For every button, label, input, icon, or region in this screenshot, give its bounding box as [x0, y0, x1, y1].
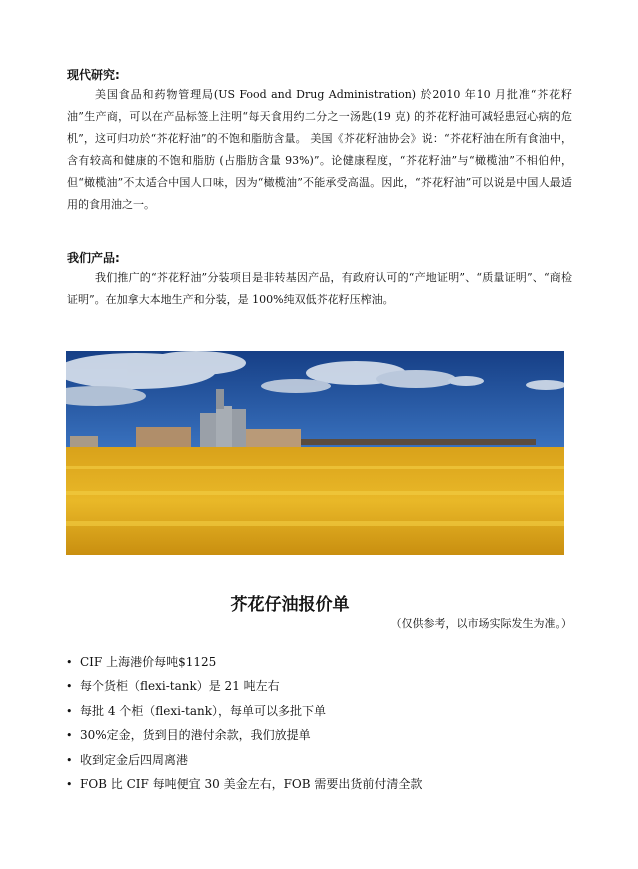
bullet-symbol: • [66, 680, 73, 694]
bullet-symbol: • [66, 729, 73, 743]
list-item: • 每个货柜（flexi-tank）是 21 吨左右 [66, 674, 422, 698]
bullet-symbol: • [66, 753, 73, 767]
quote-title: 芥花仔油报价单 [230, 595, 350, 615]
list-item: • 收到定金后四周离港 [66, 748, 422, 772]
list-item: • 每批 4 个柜（flexi-tank），每单可以多批下单 [66, 699, 422, 723]
canola-field [66, 447, 564, 555]
canola-field-illustration [66, 351, 564, 555]
canola-field-photo [66, 351, 564, 555]
research-paragraph: 美国食品和药物管理局(US Food and Drug Administration) 於2010 年10 月批准“芥花籽油”生产商，可以在产品标签上注明“每天食用约二分之一汤匙(19 克) 的芥花籽油可减轻患冠心病的危机”，这可归功於“芥花籽油”的不饱和脂肪含量。 美国《芥花籽油协会》说：“芥花籽油在所有食油中，含有较高和健康的不饱和脂肪 (占脂肪含量 93%)”。论健康程度，“芥花籽油”与“橄榄油”不相伯仲，但“橄榄油”不太适合中国人口味，因为“橄榄油”不能承受高温。因此，“芥花籽油”可以说是中国人最适用的食用油之一。 [67, 88, 572, 211]
list-item: • FOB 比 CIF 每吨便宜 30 美金左右，FOB 需要出货前付清全款 [66, 772, 422, 796]
bullet-symbol: • [66, 656, 73, 669]
bullet-symbol: • [66, 777, 73, 791]
quote-list [66, 650, 422, 796]
list-item: • 30%定金，货到目的港付余款，我们放提单 [66, 723, 422, 747]
quote-note: （仅供参考，以市场实际发生为准。） [390, 617, 572, 630]
section-heading-products: 我们产品: [67, 251, 120, 265]
products-paragraph: 我们推广的“芥花籽油”分装项目是非转基因产品，有政府认可的“产地证明”、“质量证明”、“商检证明”。在加拿大本地生产和分装，是 100%纯双低芥花籽压榨油。 [67, 271, 572, 306]
bullet-symbol: • [66, 704, 73, 718]
list-item: • CIF 上海港价每吨$1125 [66, 650, 422, 674]
section-heading-research: 现代研究: [67, 68, 120, 82]
